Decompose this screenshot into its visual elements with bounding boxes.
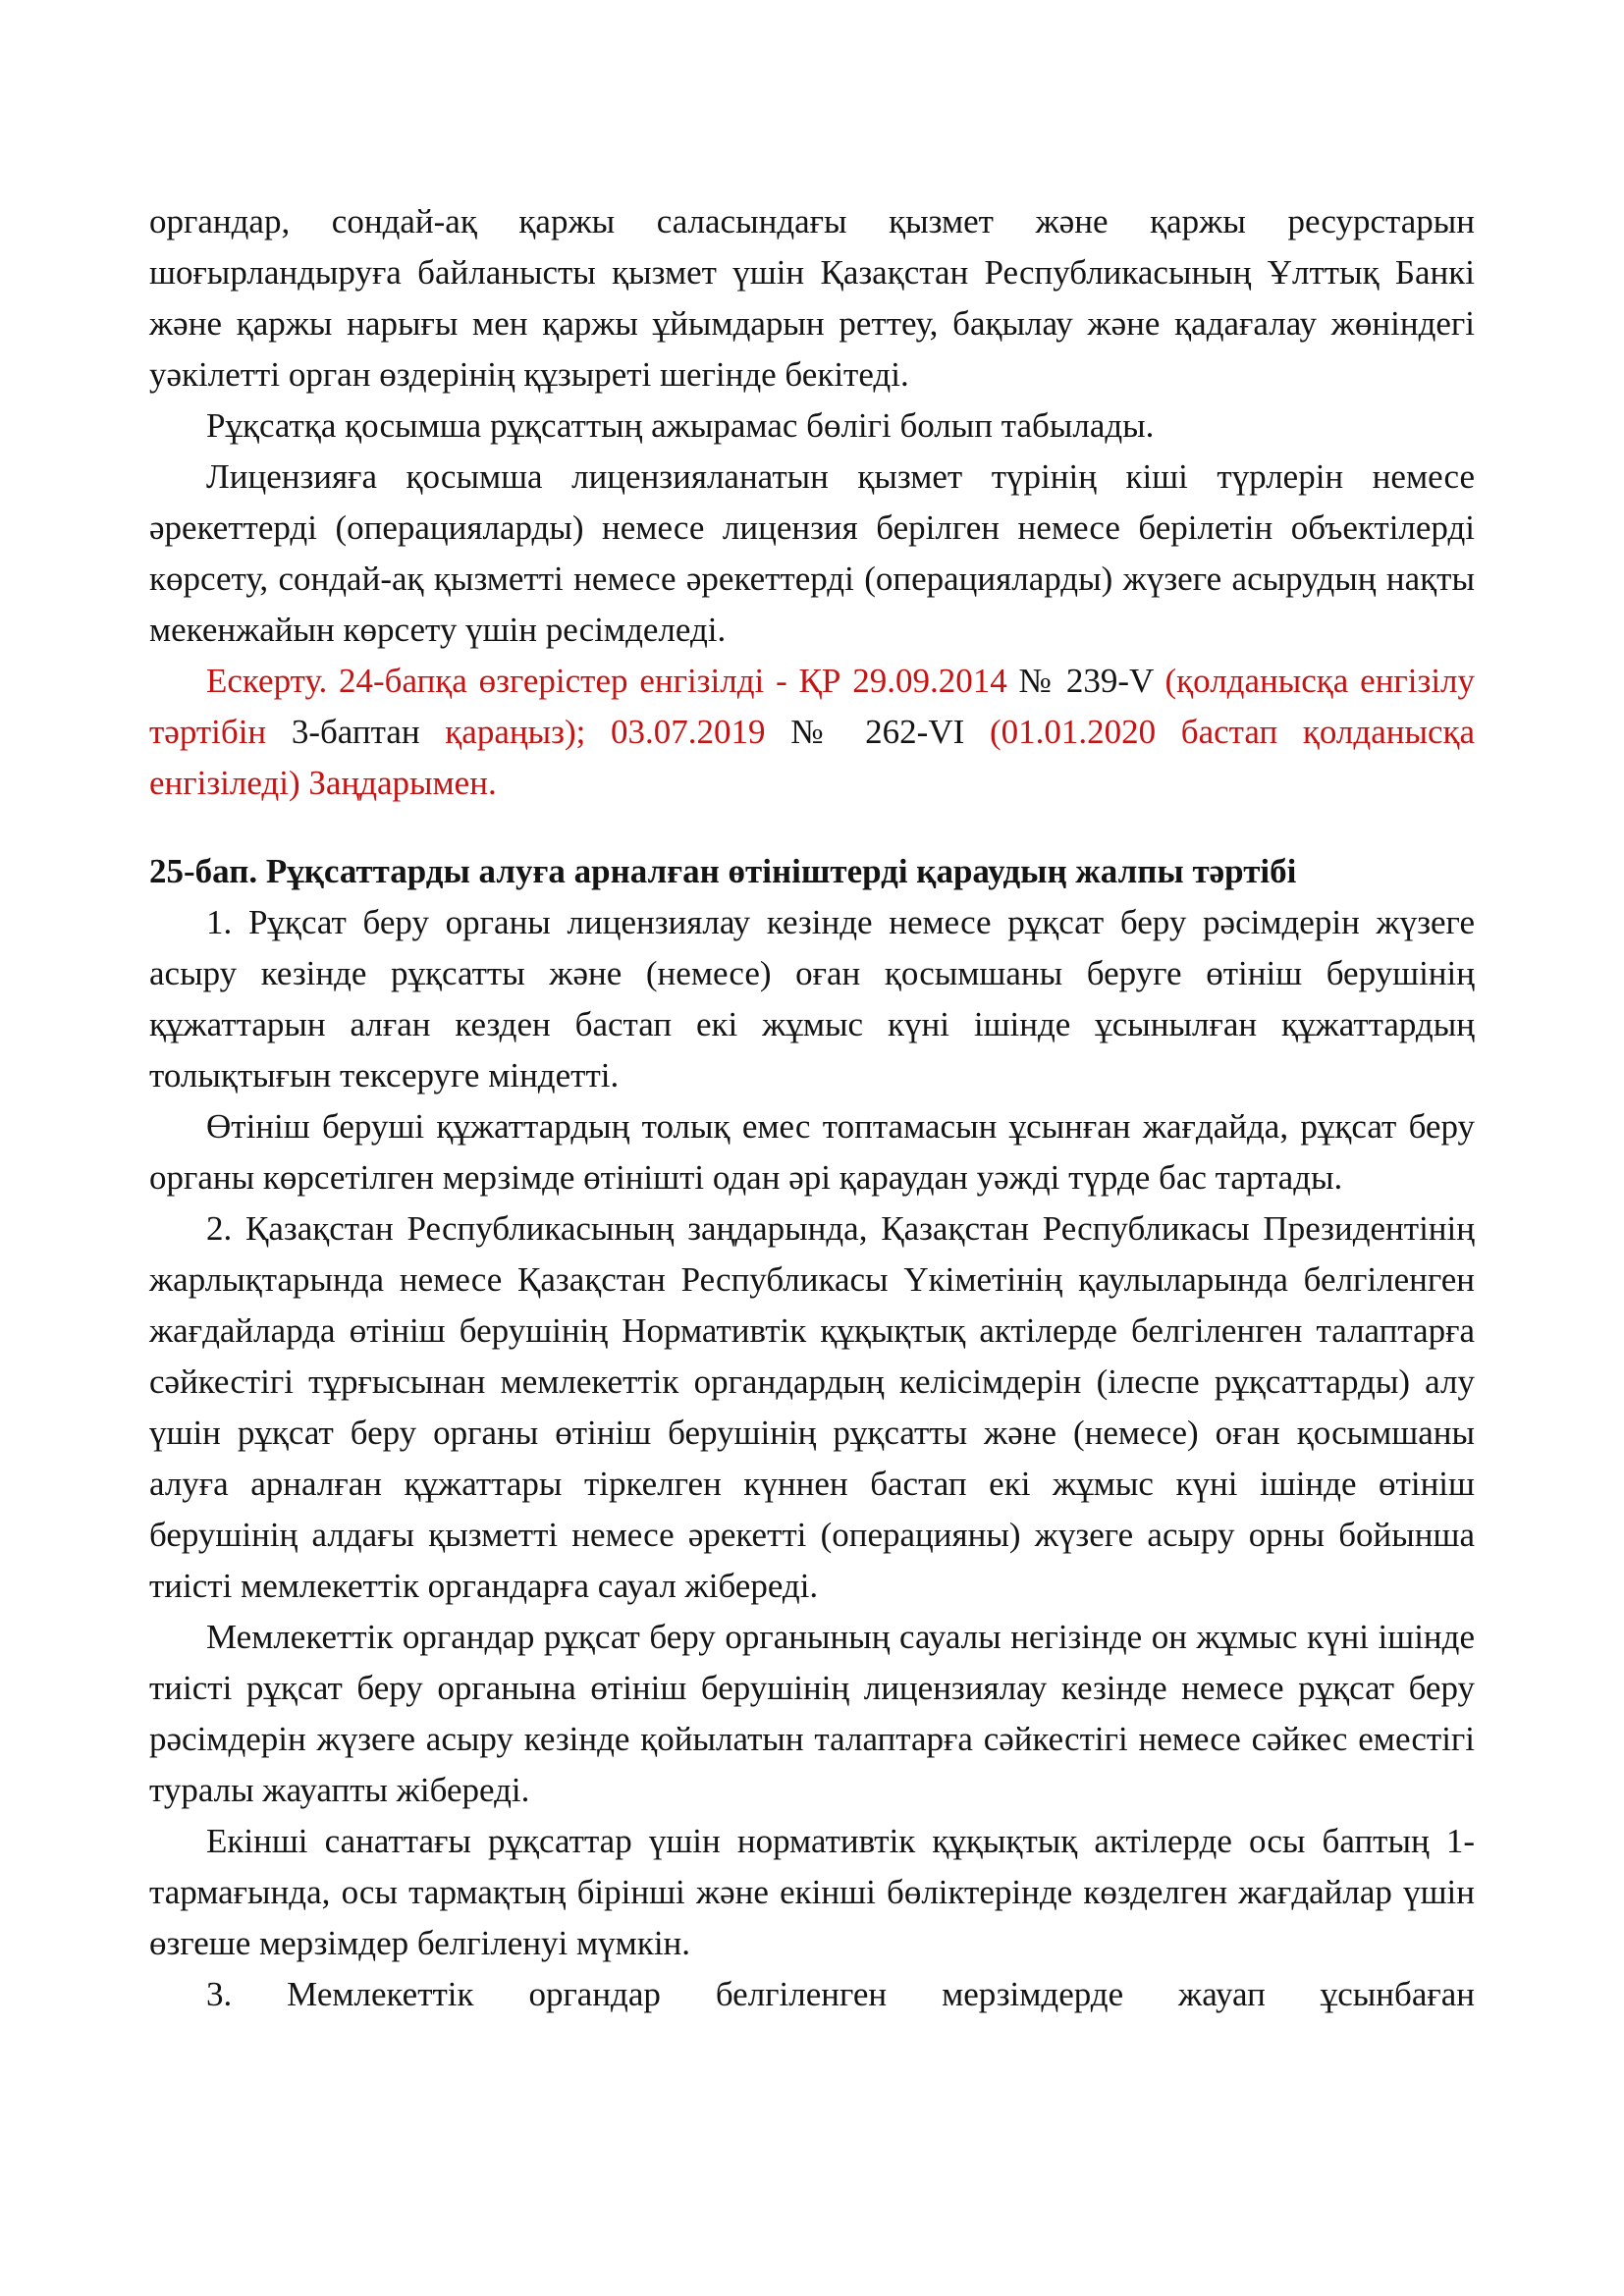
- amendment-note: [149, 656, 1475, 809]
- article-25-heading: 25-бап. Рұқсаттарды алуға арналған өтініштерді қараудың жалпы тәртібі: [149, 852, 1297, 890]
- paragraph-license-annex-purpose: Лицензияға қосымша лицензияланатын қызмет түрінің кіші түрлерін немесе әрекеттерді (операцияларды) немесе лицензия берілген немесе берілетін объектілерді көрсету, сондай-ақ қызметті немесе әрекеттерді (операцияларды) жүзеге асырудың нақты мекенжайын көрсету үшін ресімделеді.: [149, 457, 1475, 649]
- paragraph-state-bodies-response: Мемлекеттік органдар рұқсат беру органының сауалы негізінде он жұмыс күні ішінде тиісті рұқсат беру органына өтініш берушінің лицензиялау кезінде немесе рұқсат беру рәсімдерін жүзеге асыру кезінде қойылатын талаптарға сәйкестігі немесе сәйкес еместігі туралы жауапты жібереді.: [149, 1618, 1475, 1809]
- amendment-note-article-ref: 3-баптан: [291, 713, 420, 751]
- amendment-note-segment: Ескерту. 24-бапқа өзгерістер енгізілді - ҚР 29.09.2014: [206, 662, 1007, 700]
- paragraph-point-1: 1. Рұқсат беру органы лицензиялау кезінде немесе рұқсат беру рәсімдерін жүзеге асыру кезінде рұқсатты және (немесе) оған қосымшаны беруге өтініш берушінің құжаттарын алған кезден бастап екі жұмыс күні ішінде ұсынылған құжаттардың толықтығын тексеруге міндетті.: [149, 903, 1475, 1095]
- paragraph-continuation: органдар, сондай-ақ қаржы саласындағы қызмет және қаржы ресурстарын шоғырландыруға байланысты қызмет үшін Қазақстан Республикасының Ұлттық Банкі және қаржы нарығы мен қаржы ұйымдарын реттеу, бақылау және қадағалау жөніндегі уәкілетті орган өздерінің құзыреті шегінде бекітеді.: [149, 202, 1475, 394]
- amendment-note-segment: (01.01.2020 бастап қолданысқа енгізіледі) Заңдарымен.: [149, 713, 1476, 802]
- amendment-note-segment: қараңыз); 03.07.2019: [445, 713, 766, 751]
- paragraph-incomplete-documents: Өтініш беруші құжаттардың толық емес топтамасын ұсынған жағдайда, рұқсат беру органы көрсетілген мерзімде өтінішті одан әрі қараудан уәжді түрде бас тартады.: [149, 1107, 1475, 1197]
- amendment-note-segment: (қолданысқа енгізілу тәртібін: [149, 662, 1476, 751]
- paragraph-attachment-integral-part: Рұқсатқа қосымша рұқсаттың ажырамас бөлігі болып табылады.: [206, 406, 1155, 445]
- paragraph-second-category-terms: Екінші санаттағы рұқсаттар үшін нормативтік құқықтық актілерде осы баптың 1-тармағында, осы тармақтың бірінші және екінші бөліктерінде көзделген жағдайлар үшін өзгеше мерзімдер белгіленуі мүмкін.: [149, 1822, 1475, 1962]
- amendment-note-law-number: № 262-VI: [790, 713, 965, 751]
- paragraph-point-3-cut: 3. Мемлекеттік органдар белгіленген мерзімдерде жауап ұсынбаған: [206, 1975, 1475, 2013]
- amendment-note-law-number: № 239-V: [1018, 662, 1154, 700]
- paragraph-point-2: 2. Қазақстан Республикасының заңдарында, Қазақстан Республикасы Президентінің жарлықтарында немесе Қазақстан Республикасы Үкіметінің қаулыларында белгіленген жағдайларда өтініш берушінің Нормативтік құқықтық актілерде белгіленген талаптарға сәйкестігі тұрғысынан мемлекеттік органдардың келісімдерін (ілеспе рұқсаттарды) алу үшін рұқсат беру органы өтініш берушінің рұқсатты және (немесе) оған қосымшаны алуға арналған құжаттары тіркелген күннен бастап екі жұмыс күні ішінде өтініш берушінің алдағы қызметті немесе әрекетті (операцияны) жүзеге асыру орны бойынша тиісті мемлекеттік органдарға сауал жібереді.: [149, 1209, 1475, 1605]
